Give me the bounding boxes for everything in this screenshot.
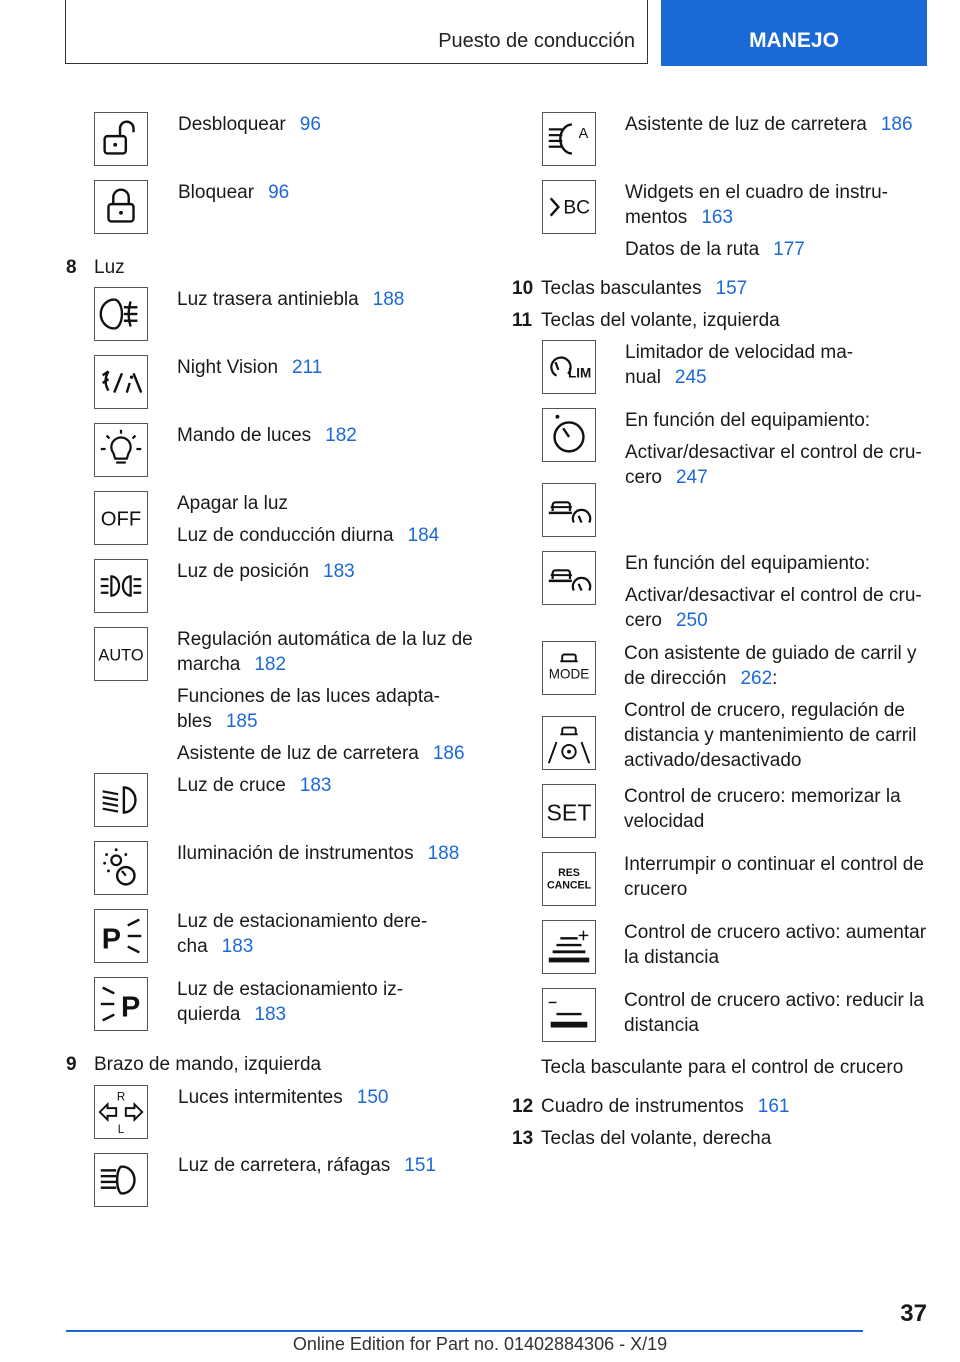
parking-light-left-icon [94,977,148,1031]
speed-limiter-label-2: nual 245 [625,367,707,388]
set-speed-label-1: Control de crucero: memorizar la [624,786,901,807]
page-ref-link[interactable]: 185 [225,711,258,732]
page-ref-link[interactable]: 247 [675,467,708,488]
distance-decrease-label-1: Control de crucero activo: reducir la [624,990,924,1011]
off-icon [94,491,148,545]
section-title: Puesto de conducción [65,0,648,64]
lane-keeping-label-3: activado/desactivado [624,750,802,771]
set-icon [542,784,596,838]
page-ref-link[interactable]: 262 [740,668,773,689]
item-number: 13 [512,1128,534,1149]
lane-keeping-icon [542,716,596,770]
high-beam-assist-label: Asistente de luz de carretera 186 [625,114,913,135]
widgets-label-2: mentos 163 [625,207,734,228]
resume-label-2: crucero [624,879,688,900]
distance-increase-icon [542,920,596,974]
trip-data-label: Datos de la ruta 177 [625,239,805,260]
parking-left-label-2: quierda 183 [177,1004,287,1025]
low-beam-icon [94,773,148,827]
page-ref-link[interactable]: 96 [299,114,321,135]
item-number: 10 [512,278,534,299]
cc-equipment-label: En función del equipamiento: [625,553,871,574]
daytime-running-label: Luz de conducción diurna 184 [177,525,440,546]
chapter-tab[interactable]: MANEJO [661,0,927,66]
svg-text:AUTO: AUTO [98,646,144,665]
cc-toggle-label-2: cero 250 [625,610,708,631]
page-number: 37 [900,1300,927,1327]
instrument-lighting-label: Iluminación de instrumentos 188 [177,843,460,864]
svg-text:CANCEL: CANCEL [546,879,592,892]
page-ref-link[interactable]: 188 [427,843,460,864]
set-speed-label-2: velocidad [624,811,705,832]
cc-toggle-label-1: Activar/desactivar el control de cru- [625,442,922,463]
night-vision-label: Night Vision 211 [177,357,323,378]
distance-increase-label-1: Control de crucero activo: aumentar [624,922,927,943]
page-ref-link[interactable]: 250 [675,610,708,631]
item-number: 9 [66,1054,77,1075]
high-beam-assist-icon [542,112,596,166]
svg-text:BC: BC [563,197,591,219]
footer-divider [66,1330,863,1332]
speed-limiter-icon [542,340,596,394]
high-beam-label: Luz de carretera, ráfagas 151 [178,1155,436,1176]
widgets-label-1: Widgets en el cuadro de instru- [625,182,888,203]
speed-limiter-label-1: Limitador de velocidad ma- [625,342,854,363]
rocker-switch-label: Tecla basculante para el control de crucero [541,1057,904,1078]
svg-text:SET: SET [546,799,592,826]
parking-right-label-2: cha 183 [177,936,254,957]
svg-text:A: A [578,126,589,143]
item-label: Cuadro de instrumentos 161 [541,1096,790,1117]
page-ref-link[interactable]: 183 [323,561,355,582]
svg-text:MODE: MODE [548,666,590,682]
parking-light-icon [94,559,148,613]
resume-label-1: Interrumpir o continuar el control de [624,854,924,875]
item-label: Teclas del volante, izquierda [541,310,780,331]
page-ref-link[interactable]: 163 [701,207,734,228]
item-label: Brazo de mando, izquierda [94,1054,322,1075]
distance-decrease-label-2: distancia [624,1015,699,1036]
adaptive-light-label-2: bles 185 [177,711,258,732]
page-ref-link[interactable]: 157 [715,278,748,299]
item-label: Teclas basculantes 157 [541,278,748,299]
unlock-icon [94,112,148,166]
distance-cruise-icon [542,483,596,537]
page-ref-link[interactable]: 184 [407,525,440,546]
auto-light-icon [94,627,148,681]
parking-right-label-1: Luz de estacionamiento dere- [177,911,428,932]
page-ref-link[interactable]: 150 [356,1087,389,1108]
svg-text:LIM: LIM [567,365,592,381]
page-ref-link[interactable]: 183 [221,936,254,957]
cc-toggle-label-2: cero 247 [625,467,708,488]
distance-increase-label-2: la distancia [624,947,720,968]
lane-guidance-label-2: de dirección 262: [624,668,778,689]
rear-fog-label: Luz trasera antiniebla 188 [177,289,405,310]
page-ref-link[interactable]: 161 [757,1096,790,1117]
lane-keeping-label-1: Control de crucero, regulación de [624,700,905,721]
svg-text:P: P [101,923,122,956]
rear-fog-light-icon [94,287,148,341]
page-ref-link[interactable]: 183 [254,1004,287,1025]
page-ref-link[interactable]: 96 [268,182,290,203]
page-ref-link[interactable]: 151 [404,1155,436,1176]
svg-text:RES: RES [558,867,580,880]
lock-label: Bloquear 96 [178,182,290,203]
high-beam-icon [94,1153,148,1207]
page-ref-link[interactable]: 182 [254,654,287,675]
auto-light-label-2: marcha 182 [177,654,287,675]
light-switch-label: Mando de luces 182 [177,425,357,446]
lock-icon [94,180,148,234]
page-header [65,0,927,66]
item-number: 12 [512,1096,534,1117]
svg-text:P: P [120,991,141,1024]
unlock-label: Desbloquear 96 [178,114,321,135]
svg-text:OFF: OFF [100,508,142,531]
page-ref-link[interactable]: 245 [674,367,707,388]
bc-widgets-icon [542,180,596,234]
turn-signal-icon [94,1085,148,1139]
parking-light-right-icon [94,909,148,963]
parking-left-label-1: Luz de estacionamiento iz- [177,979,404,1000]
item-number: 8 [66,257,77,278]
page-ref-link[interactable]: 183 [299,775,332,796]
light-switch-icon [94,423,148,477]
item-label: Luz [94,257,125,278]
edition-footer: Online Edition for Part no. 01402884306 - X/19 [292,1334,668,1354]
cruise-control-icon [542,408,596,462]
cc-equipment-label: En función del equipamiento: [625,410,871,431]
parking-light-label: Luz de posición 183 [177,561,355,582]
page-ref-link[interactable]: 188 [372,289,405,310]
adaptive-light-label-1: Funciones de las luces adapta- [177,686,440,707]
item-number: 11 [512,310,533,331]
mode-icon [542,641,596,695]
auto-light-label-1: Regulación automática de la luz de [177,629,473,650]
distance-decrease-icon [542,988,596,1042]
instrument-lighting-icon [94,841,148,895]
distance-cruise-icon [542,551,596,605]
svg-text:R: R [116,1091,126,1104]
cc-toggle-label-1: Activar/desactivar el control de cru- [625,585,922,606]
low-beam-label: Luz de cruce 183 [177,775,332,796]
page-ref-link[interactable]: 182 [325,425,357,446]
lane-guidance-label-1: Con asistente de guiado de carril y [624,643,917,664]
res-cancel-icon [542,852,596,906]
page-ref-link[interactable]: 211 [292,357,323,378]
lane-keeping-label-2: distancia y mantenimiento de carril [624,725,917,746]
night-vision-icon [94,355,148,409]
page-ref-link[interactable]: 186 [432,743,465,764]
page-ref-link[interactable]: 186 [880,114,913,135]
svg-text:L: L [117,1124,125,1137]
lights-off-label: Apagar la luz [177,493,288,514]
high-beam-assist-label: Asistente de luz de carretera 186 [177,743,465,764]
turn-signal-label: Luces intermitentes 150 [178,1087,389,1108]
item-label: Teclas del volante, derecha [541,1128,772,1149]
page-ref-link[interactable]: 177 [773,239,805,260]
